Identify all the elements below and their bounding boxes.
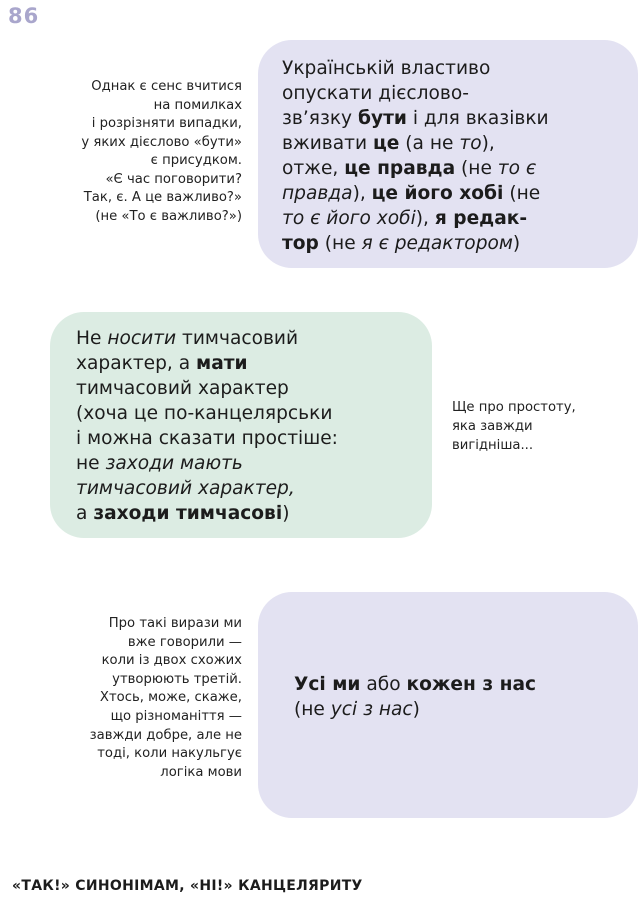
side-note-3	[14, 615, 242, 782]
note-line: утворюють третій.	[112, 671, 242, 687]
note-line: Однак є сенс вчитися	[91, 79, 242, 94]
note-line: що різноманіття —	[110, 708, 242, 724]
note-line: на помилках	[153, 97, 242, 113]
note-line: яка завжди	[452, 419, 533, 434]
quote-bubble-1	[258, 40, 638, 268]
side-note-2	[452, 398, 636, 455]
note-line: коли із двох схожих	[101, 653, 242, 669]
bubble-line: тимчасовий характер	[76, 378, 289, 399]
note-line: «Є час поговорити?	[105, 171, 242, 187]
quote-bubble-3	[258, 592, 638, 818]
note-line: вигідніша...	[452, 438, 534, 453]
note-line: логіка мови	[160, 764, 242, 780]
note-line: Хтось, може, скаже,	[99, 690, 242, 706]
bubble-line: не заходи мають	[76, 453, 243, 474]
note-line: (не «То є важливо?»)	[95, 208, 242, 224]
bubble-line: а заходи тимчасові)	[76, 503, 290, 524]
bubble-line: Не носити тимчасовий	[76, 328, 299, 349]
note-line: є присудком.	[150, 153, 242, 168]
bubble-line: (хоча це по-канцелярськи	[76, 403, 333, 424]
note-line: Ще про простоту,	[452, 400, 576, 415]
note-line: у яких дієслово «бути»	[81, 134, 242, 150]
bubble-line: (не усі з нас)	[294, 699, 420, 720]
section-title: «ТАК!» СИНОНІМАМ, «НІ!» КАНЦЕЛЯРИТУ	[12, 878, 363, 894]
bubble-line: вживати це (а не то),	[282, 133, 495, 154]
note-line: Про такі вирази ми	[108, 616, 242, 631]
bubble-line: отже, це правда (не то є	[282, 158, 537, 179]
bubble-line: зв’язку бути і для вказівки	[282, 108, 549, 129]
note-line: і розрізняти випадки,	[91, 116, 242, 131]
note-line: Так, є. А це важливо?»	[83, 190, 242, 205]
note-line: тоді, коли накульгує	[97, 746, 242, 762]
bubble-line: характер, а мати	[76, 353, 248, 374]
note-line: вже говорили —	[127, 634, 242, 650]
note-line: завжди добре, але не	[89, 727, 242, 743]
bubble-line: опускати дієслово-	[282, 83, 469, 104]
bubble-line: Усі ми або кожен з нас	[294, 674, 537, 695]
bubble-line: то є його хобі), я редак-	[282, 208, 528, 229]
page-number: 86	[8, 4, 40, 28]
bubble-line: Українській властиво	[282, 58, 491, 79]
quote-bubble-2	[50, 312, 432, 538]
side-note-1	[14, 78, 242, 226]
bubble-line: тор (не я є редактором)	[282, 233, 521, 254]
bubble-line: правда), це його хобі (не	[282, 183, 541, 204]
bubble-line: і можна сказати простіше:	[76, 428, 338, 449]
bubble-line: тимчасовий характер,	[76, 478, 295, 499]
